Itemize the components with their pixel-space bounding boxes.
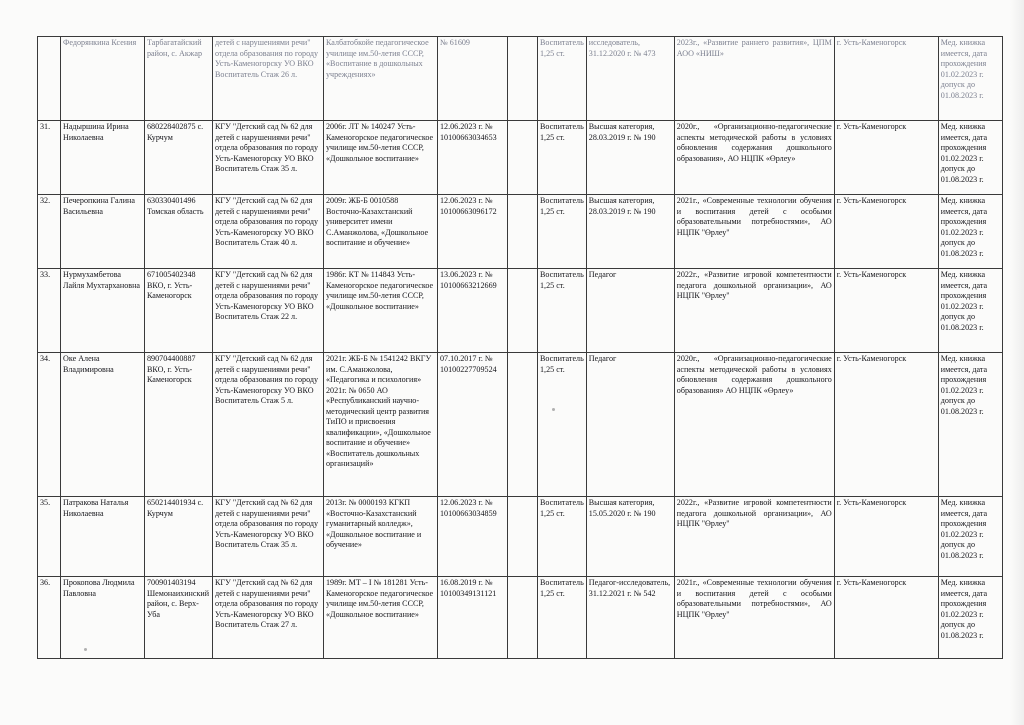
cell-diploma: 2006г. ЛТ № 140247 Усть-Каменогорское педагогическое училище им.50-летия СССР, «Дошкольное воспитание»	[324, 121, 438, 195]
cell-iin-birthplace: 630330401496 Томская область	[145, 195, 213, 269]
cell-position: Воспитатель 1,25 ст.	[538, 353, 587, 497]
cell-full-name: Прокопова Людмила Павловна	[61, 577, 145, 659]
table-row	[38, 497, 1003, 577]
cell-med-book: Мед. книжка имеется, дата прохождения 01.02.2023 г. допуск до 01.08.2023 г.	[938, 577, 1002, 659]
cell-row-number: 35.	[38, 497, 61, 577]
cell-med-book: Мед. книжка имеется, дата прохождения 01.02.2023 г. допуск до 01.08.2023 г.	[938, 121, 1002, 195]
cell-diploma: 2021г. ЖБ-Б № 1541242 ВКГУ им. С.Аманжолова, «Педагогика и психология» 2021г. № 0650 АО «Республиканский научно-методический центр развития ТиПО и присвоения квалификации», «Дошкольное воспитание и обучение» «Воспитатель дошкольных организаций»	[324, 353, 438, 497]
cell-courses: 2021г., «Современные технологии обучения и воспитания детей с особыми образовательными потребностями», АО НЦПК "Өрлеу"	[674, 577, 834, 659]
cell-workplace: КГУ "Детский сад № 62 для детей с нарушениями речи" отдела образования по городу Усть-Каменогорску УО ВКО Воспитатель Стаж 35 л.	[213, 497, 324, 577]
cell-courses: 2023г., «Развитие раннего развития», ЦПМ АОО «НИШ»	[674, 37, 834, 121]
cell-med-book: Мед. книжка имеется, дата прохождения 01.02.2023 г. допуск до 01.08.2023 г.	[938, 353, 1002, 497]
cell-row-number: 33.	[38, 269, 61, 353]
table-row	[38, 195, 1003, 269]
cell-empty-col	[508, 577, 538, 659]
cell-city: г. Усть-Каменогорск	[834, 269, 938, 353]
cell-diploma: Калбатобкойе педагогическое училище им.50-летия СССР, «Воспитание в дошкольных учреждениях»	[324, 37, 438, 121]
cell-qualification-category: Педагог	[586, 353, 674, 497]
cell-empty-col	[508, 37, 538, 121]
cell-iin-birthplace: 671005402348 ВКО, г. Усть-Каменогорск	[145, 269, 213, 353]
cell-med-book: Мед. книжка имеется, дата прохождения 01.02.2023 г. допуск до 01.08.2023 г.	[938, 497, 1002, 577]
cell-city: г. Усть-Каменогорск	[834, 577, 938, 659]
cell-med-cert: 07.10.2017 г. № 10100227709524	[438, 353, 508, 497]
cell-diploma: 1986г. КТ № 114843 Усть-Каменогорское педагогическое училище им.50-летия СССР, «Дошкольное воспитание»	[324, 269, 438, 353]
cell-empty-col	[508, 353, 538, 497]
cell-med-cert: 12.06.2023 г. № 10100663096172	[438, 195, 508, 269]
cell-position: Воспитатель 1,25 ст.	[538, 121, 587, 195]
cell-med-book: Мед. книжка имеется, дата прохождения 01.02.2023 г. допуск до 01.08.2023 г.	[938, 195, 1002, 269]
cell-qualification-category: Педагог	[586, 269, 674, 353]
cell-full-name: Патракова Наталья Николаевна	[61, 497, 145, 577]
cell-diploma: 2009г. ЖБ-Б 0010588 Восточно-Казахстанский университет имени С.Аманжолова, «Дошкольное воспитание и обучение»	[324, 195, 438, 269]
cell-empty-col	[508, 195, 538, 269]
cell-med-cert: 12.06.2023 г. № 10100663034653	[438, 121, 508, 195]
cell-med-cert: № 61609	[438, 37, 508, 121]
cell-city: г. Усть-Каменогорск	[834, 353, 938, 497]
table-row	[38, 121, 1003, 195]
cell-row-number: 32.	[38, 195, 61, 269]
cell-workplace: КГУ "Детский сад № 62 для детей с нарушениями речи" отдела образования по городу Усть-Каменогорску УО ВКО Воспитатель Стаж 27 л.	[213, 577, 324, 659]
table-body	[38, 37, 1003, 659]
cell-qualification-category: Высшая категория, 28.03.2019 г. № 190	[586, 121, 674, 195]
cell-empty-col	[508, 121, 538, 195]
cell-med-cert: 13.06.2023 г. № 10100663212669	[438, 269, 508, 353]
cell-row-number: 34.	[38, 353, 61, 497]
cell-qualification-category: Высшая категория, 15.05.2020 г. № 190	[586, 497, 674, 577]
cell-qualification-category: исследователь, 31.12.2020 г. № 473	[586, 37, 674, 121]
cell-full-name: Печеропкина Галина Васильевна	[61, 195, 145, 269]
cell-qualification-category: Высшая категория, 28.03.2019 г. № 190	[586, 195, 674, 269]
cell-position: Воспитатель 1,25 ст.	[538, 497, 587, 577]
cell-med-book: Мед. книжка имеется, дата прохождения 01.02.2023 г. допуск до 01.08.2023 г.	[938, 37, 1002, 121]
table-row	[38, 577, 1003, 659]
staff-table	[37, 36, 1003, 659]
cell-row-number: 36.	[38, 577, 61, 659]
cell-courses: 2022г., «Развитие игровой компетентности педагога дошкольной организации», АО НЦПК "Өрлеу"	[674, 269, 834, 353]
cell-workplace: КГУ "Детский сад № 62 для детей с нарушениями речи" отдела образования по городу Усть-Каменогорску УО ВКО Воспитатель Стаж 5 л.	[213, 353, 324, 497]
cell-full-name: Нурмухамбетова Лайля Мухтархановна	[61, 269, 145, 353]
scan-speck	[552, 408, 555, 411]
cell-med-cert: 16.08.2019 г. № 10100349131121	[438, 577, 508, 659]
table-row	[38, 37, 1003, 121]
cell-iin-birthplace: 650214401934 с. Курчум	[145, 497, 213, 577]
cell-workplace: КГУ "Детский сад № 62 для детей с нарушениями речи" отдела образования по городу Усть-Каменогорску УО ВКО Воспитатель Стаж 40 л.	[213, 195, 324, 269]
scan-speck	[84, 648, 87, 651]
cell-iin-birthplace: 680228402875 с. Курчум	[145, 121, 213, 195]
cell-iin-birthplace: 700901403194 Шемонаихинский район, с. Верх-Уба	[145, 577, 213, 659]
cell-row-number	[38, 37, 61, 121]
cell-diploma: 1989г. МТ – I № 181281 Усть-Каменогорское педагогическое училище им.50-летия СССР, «Дошкольное воспитание»	[324, 577, 438, 659]
cell-row-number: 31.	[38, 121, 61, 195]
cell-iin-birthplace: Тарбагатайский район, с. Акжар	[145, 37, 213, 121]
cell-med-book: Мед. книжка имеется, дата прохождения 01.02.2023 г. допуск до 01.08.2023 г.	[938, 269, 1002, 353]
cell-courses: 2020г., «Организационно-педагогические аспекты методической работы в условиях обновления содержания дошкольного образования» АО НЦПК «Өрлеу»	[674, 353, 834, 497]
table-row	[38, 353, 1003, 497]
cell-city: г. Усть-Каменогорск	[834, 37, 938, 121]
cell-iin-birthplace: 890704400887 ВКО, г. Усть-Каменогорск	[145, 353, 213, 497]
cell-empty-col	[508, 269, 538, 353]
cell-full-name: Оке Алена Владимировна	[61, 353, 145, 497]
cell-courses: 2022г., «Развитие игровой компетентности педагога дошкольной организации», АО НЦПК "Өрлеу"	[674, 497, 834, 577]
cell-position: Воспитатель 1,25 ст.	[538, 577, 587, 659]
cell-med-cert: 12.06.2023 г. № 10100663034859	[438, 497, 508, 577]
cell-full-name: Федорянкина Ксения	[61, 37, 145, 121]
cell-workplace: КГУ "Детский сад № 62 для детей с нарушениями речи" отдела образования по городу Усть-Каменогорску УО ВКО Воспитатель Стаж 35 л.	[213, 121, 324, 195]
cell-city: г. Усть-Каменогорск	[834, 497, 938, 577]
cell-workplace: КГУ "Детский сад № 62 для детей с нарушениями речи" отдела образования по городу Усть-Каменогорску УО ВКО Воспитатель Стаж 22 л.	[213, 269, 324, 353]
cell-position: Воспитатель 1,25 ст.	[538, 269, 587, 353]
cell-workplace: детей с нарушениями речи" отдела образования по городу Усть-Каменогорску УО ВКО Воспитатель Стаж 26 л.	[213, 37, 324, 121]
cell-empty-col	[508, 497, 538, 577]
cell-position: Воспитатель 1,25 ст.	[538, 195, 587, 269]
cell-full-name: Надыршина Ирина Николаевна	[61, 121, 145, 195]
cell-courses: 2021г., «Современные технологии обучения и воспитания детей с особыми образовательными потребностями», АО НЦПК "Өрлеу"	[674, 195, 834, 269]
cell-diploma: 2013г. № 0000193 КГКП «Восточно-Казахстанский гуманитарный колледж», «Дошкольное воспитание и обучение»	[324, 497, 438, 577]
cell-courses: 2020г., «Организационно-педагогические аспекты методической работы в условиях обновления содержания дошкольного образования», АО НЦПК «Өрлеу»	[674, 121, 834, 195]
cell-qualification-category: Педагог-исследователь, 31.12.2021 г. № 542	[586, 577, 674, 659]
cell-position: Воспитатель 1,25 ст.	[538, 37, 587, 121]
table-row	[38, 269, 1003, 353]
cell-city: г. Усть-Каменогорск	[834, 195, 938, 269]
scan-edge-shadow	[1010, 0, 1024, 725]
cell-city: г. Усть-Каменогорск	[834, 121, 938, 195]
